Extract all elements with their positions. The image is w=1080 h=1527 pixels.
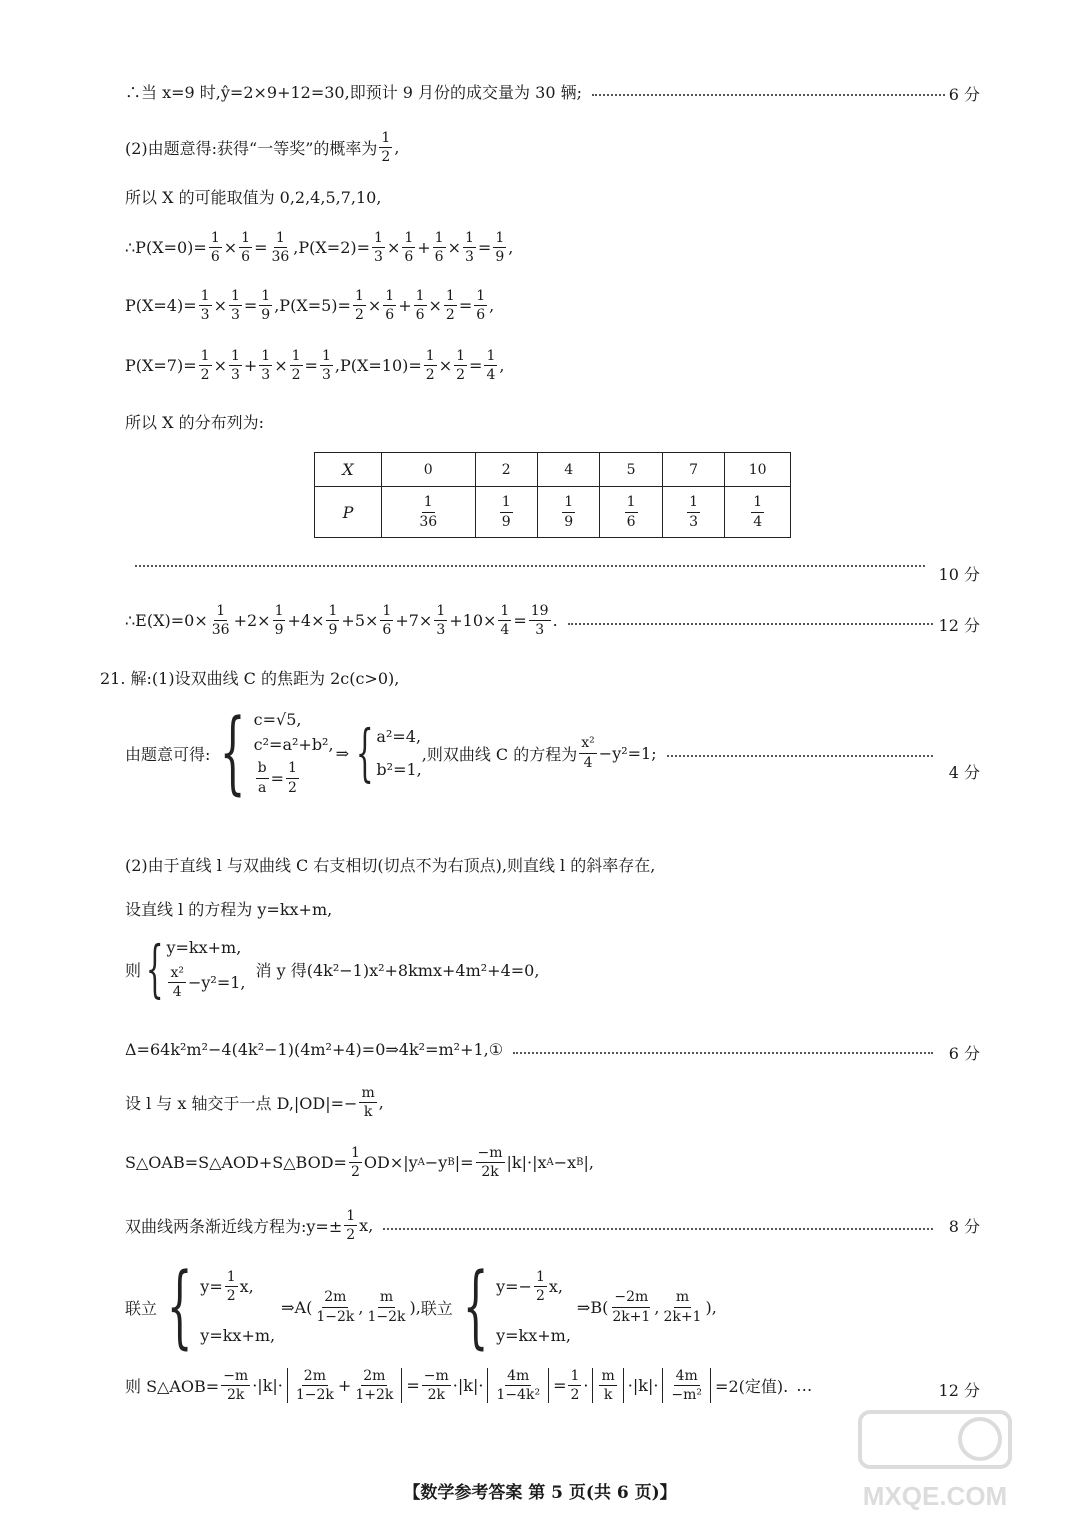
final-prefix: 则 S△AOB= (125, 1377, 220, 1397)
table-prob-cell: $\frac{1}{9}$ (537, 487, 599, 538)
line-q2-eq (125, 897, 332, 920)
system-two: 则 { y=kx+m, $\frac{\text{x²}}{4}$ −y²=1, 消 y 得(4k²−1)x²+8kmx+4m²+4=0, (125, 932, 540, 1006)
ex-label: ∴E(X)=0× (125, 611, 208, 631)
line-asymptotes: 双曲线两条渐近线方程为:y=± $\frac{1}{2}$ x, (125, 1208, 943, 1243)
line-delta (125, 1040, 943, 1059)
area-text: S△OAB=S△AOD+S△BOD= (125, 1153, 347, 1173)
score-6a: 6 分 (948, 85, 980, 104)
sys2-prefix: 则 (125, 960, 142, 980)
table-prob-cell: $\frac{1}{6}$ (600, 487, 662, 538)
dot-leader (667, 755, 933, 757)
table-header-cell: 0 (382, 453, 476, 487)
table-prob-cell: $\frac{1}{36}$ (382, 487, 476, 538)
line-distribution-label (125, 410, 264, 433)
sys1-result-b: b²=1, (376, 760, 422, 779)
distribution-table (314, 452, 791, 538)
final-tail: =2(定值). (715, 1377, 789, 1397)
line-q21 (100, 666, 399, 689)
table-header-cell: X (315, 453, 382, 487)
line-p4-p5: P(X=4)= $\frac{1}{3}$ × $\frac{1}{3}$ = $\frac{1}{9}$ ,P(X=5)= $\frac{1}{2}$ × $\frac{1}{6}$ + $\frac{1}{6}$ × $\frac{1}{2}$ = $\frac{1}{6}$ , (125, 288, 495, 324)
line-od: 设 l 与 x 轴交于一点 D,|OD|=− $\frac{m}{k}$ , (125, 1085, 384, 1121)
p7-label: P(X=7)= (125, 356, 197, 376)
table-header-cell: 10 (725, 453, 791, 487)
score-8: 8 分 (948, 1217, 980, 1236)
score-12b: 12 分 (938, 1381, 980, 1400)
score-12a: 12 分 (938, 616, 980, 635)
page-footer: 【数学参考答案 第 5 页(共 6 页)】 (403, 1483, 677, 1503)
sys1-prefix: 由题意可得: (125, 744, 211, 764)
lian-mid: 联立 (420, 1298, 453, 1318)
dot-leader (383, 1228, 933, 1230)
line-p0-p2: ∴P(X=0)= $\frac{1}{6}$ × $\frac{1}{6}$ = $\frac{1}{36}$ ,P(X=2)= $\frac{1}{3}$ × $\frac{1}{6}$ + $\frac{1}{6}$ × $\frac{1}{3}$ = $\frac{1}{9}$ , (125, 230, 514, 266)
q2-line-eq: 设直线 l 的方程为 y=kx+m, (125, 900, 333, 919)
table-row-label: P (315, 487, 382, 538)
score-4: 4 分 (948, 763, 980, 782)
p4-label: P(X=4)= (125, 296, 197, 316)
table-prob-cell: $\frac{1}{9}$ (475, 487, 537, 538)
line-area: S△OAB=S△AOD+S△BOD= $\frac{1}{2}$ OD×|y A −y B |= $\frac{-m}{2k}$ |k|·|x A −x B |, (125, 1145, 595, 1181)
line-table-score (135, 562, 935, 564)
line-forecast (125, 80, 955, 103)
lian-prefix: 联立 (125, 1298, 158, 1318)
sys1-row2: c²=a²+b², (253, 735, 334, 755)
q21-heading: 21. 解:(1)设双曲线 C 的焦距为 2c(c>0), (100, 669, 400, 688)
sys2-tail: 消 y 得(4k²−1)x²+8kmx+4m²+4=0, (255, 960, 540, 980)
score-10: 10 分 (938, 565, 980, 584)
table-header-cell: 7 (662, 453, 724, 487)
dot-leader (592, 94, 945, 96)
system-one: 由题意可得: { c=√5, c²=a²+b², $\frac{b}{a}$ = $\frac{1}{2}$ ⇒ { a²=4, b²=1, ,则双曲线 C 的方程为 $\frac{\text{x²}}{4}$ −y²=1; (125, 708, 943, 798)
line-intersections: 联立 { y= $\frac{1}{2}$ x, y=kx+m, ⇒A( $\frac{2m}{1-2k}$ , $\frac{m}{1-2k}$ ), 联立 { y=− $\frac{1}{2}$ x, y=kx+m, ⇒B( $\frac{-2m}{2k+1}$ , $\frac{m}{2k+1}$ ), (125, 1254, 717, 1359)
score-6b: 6 分 (948, 1044, 980, 1063)
watermark-logo (830, 1407, 1040, 1517)
first-prize-text: (2)由题意得:获得“一等奖”的概率为 (125, 139, 378, 159)
asym-text: 双曲线两条渐近线方程为:y=± (125, 1217, 343, 1237)
line-values (125, 185, 381, 208)
table-header-row (315, 453, 791, 487)
table-prob-cell: $\frac{1}{4}$ (725, 487, 791, 538)
watermark-text: MXQE.COM (862, 1481, 1008, 1511)
forecast-text: ∴当 x=9 时,ŷ=2×9+12=30,即预计 9 月份的成交量为 30 辆; (125, 83, 582, 102)
table-prob-row (315, 487, 791, 538)
line-expectation: ∴E(X)=0× $\frac{1}{36}$ +2× $\frac{1}{9}$ +4× $\frac{1}{9}$ +5× $\frac{1}{6}$ +7× $\frac{1}{3}$ +10× $\frac{1}{4}$ = $\frac{19}{3}$ . (125, 603, 943, 638)
delta-text: Δ=64k²m²−4(4k²−1)(4m²+4)=0⇒4k²=m²+1,① (125, 1040, 504, 1059)
table-header-cell: 4 (537, 453, 599, 487)
table-header-cell: 2 (475, 453, 537, 487)
table-prob-cell: $\frac{1}{3}$ (662, 487, 724, 538)
sys2-row1: y=kx+m, (166, 938, 242, 957)
p0-label: ∴P(X=0)= (125, 238, 207, 258)
table-header-cell: 5 (600, 453, 662, 487)
distribution-label: 所以 X 的分布列为: (125, 413, 264, 432)
line-q2-tangent (125, 853, 655, 876)
dot-leader (135, 565, 925, 567)
dot-leader (568, 623, 933, 625)
sys1-row1: c=√5, (253, 710, 302, 730)
line-final-area: 则 S△AOB= $\frac{-m}{2k}$ ·|k|· $\frac{2m}{1-2k}$ + $\frac{2m}{1+2k}$ = $\frac{-m}{2k}$ ·|k|· $\frac{4m}{\text{1−4k²}}$ = $\frac{1}{2}$ · $\frac{m}{k}$ ·|k|· $\frac{4m}{\text{−m²}}$ =2(定值). … (125, 1368, 813, 1404)
values-text: 所以 X 的可能取值为 0,2,4,5,7,10, (125, 188, 382, 207)
dot-leader (513, 1052, 933, 1054)
fraction-half: $\frac{1}{2}$ (381, 130, 391, 166)
sys1-conclusion: ,则双曲线 C 的方程为 (421, 744, 578, 764)
od-text: 设 l 与 x 轴交于一点 D,|OD|=− (125, 1094, 358, 1114)
line-p7-p10: P(X=7)= $\frac{1}{2}$ × $\frac{1}{3}$ + $\frac{1}{3}$ × $\frac{1}{2}$ = $\frac{1}{3}$ ,P(X=10)= $\frac{1}{2}$ × $\frac{1}{2}$ = $\frac{1}{4}$ , (125, 348, 505, 384)
line-first-prize: (2)由题意得:获得“一等奖”的概率为 $\frac{1}{2}$ , (125, 130, 400, 166)
sys1-result-a: a²=4, (376, 727, 422, 746)
q2-text: (2)由于直线 l 与双曲线 C 右支相切(切点不为右顶点),则直线 l 的斜率存在, (125, 856, 656, 875)
